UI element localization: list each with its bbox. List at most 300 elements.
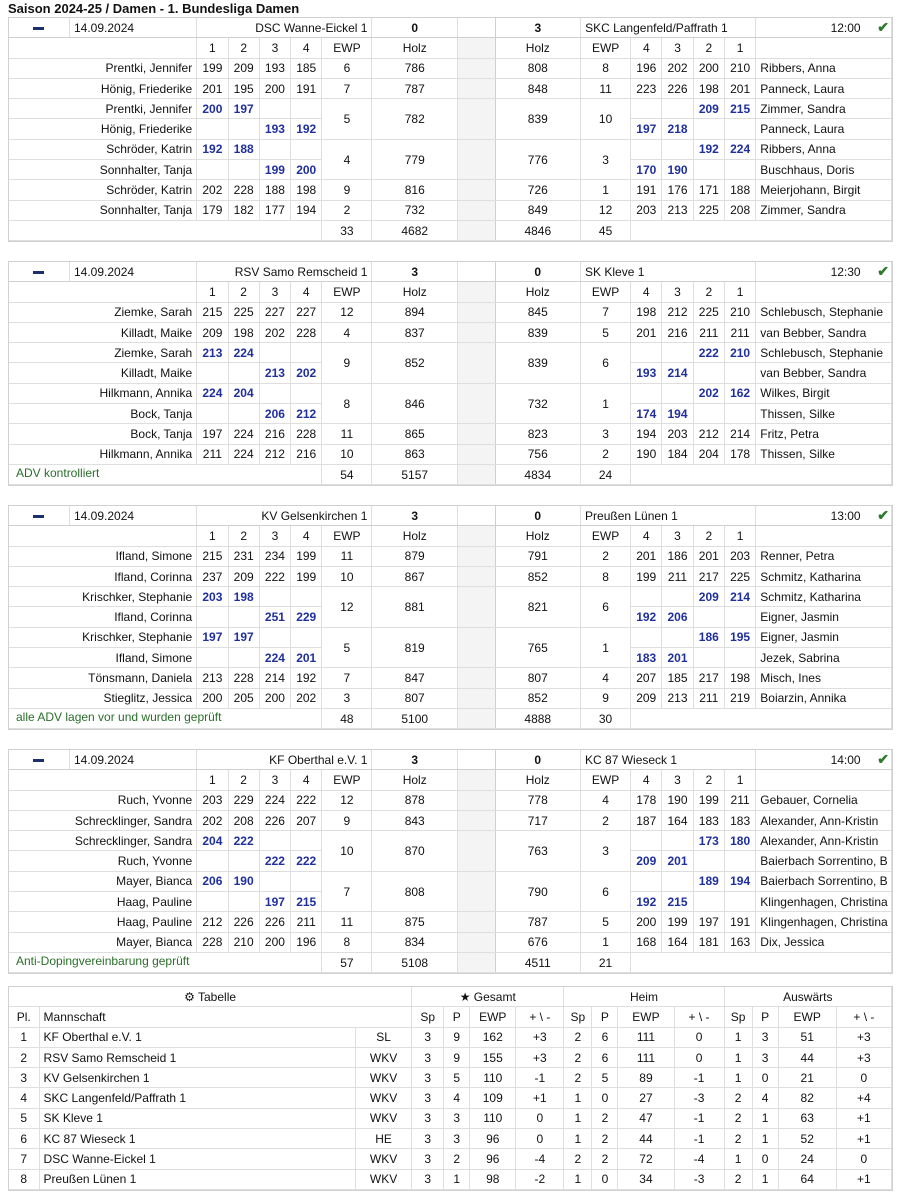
col-label-holz: Holz bbox=[372, 282, 458, 302]
home-lane-score: 192 bbox=[197, 139, 228, 159]
away-player: Schmitz, Katharina bbox=[756, 587, 892, 607]
home-player: Killadt, Maike bbox=[9, 322, 197, 342]
standings-cell: -1 bbox=[516, 1068, 564, 1088]
away-player: Meierjohann, Birgit bbox=[756, 180, 892, 200]
home-player: Stieglitz, Jessica bbox=[9, 688, 197, 708]
away-ewp: 10 bbox=[581, 99, 631, 140]
standings-cell: 51 bbox=[778, 1027, 836, 1047]
col-label-ewp: EWP bbox=[581, 526, 631, 546]
page-title: Saison 2024-25 / Damen - 1. Bundesliga Damen bbox=[8, 1, 300, 16]
away-lane-score: 196 bbox=[631, 58, 662, 78]
standings-cell: 2 bbox=[724, 1129, 752, 1149]
heim-header: Heim bbox=[564, 987, 724, 1007]
away-player: Buschhaus, Doris bbox=[756, 160, 892, 180]
away-lane-score: 209 bbox=[631, 851, 662, 871]
away-lane-score: 184 bbox=[662, 444, 693, 464]
collapse-cell[interactable] bbox=[9, 18, 69, 38]
away-lane-score: 198 bbox=[631, 302, 662, 322]
collapse-cell[interactable] bbox=[9, 506, 69, 526]
home-player: Sonnhalter, Tanja bbox=[9, 160, 197, 180]
standings-cell: 64 bbox=[778, 1169, 836, 1189]
home-ewp: 10 bbox=[322, 444, 372, 464]
standings-cell: 1 bbox=[444, 1169, 470, 1189]
gap bbox=[457, 790, 495, 810]
standings-cell: 6 bbox=[592, 1047, 618, 1067]
home-lane-score: 224 bbox=[259, 648, 290, 668]
empty-cell bbox=[631, 587, 662, 607]
home-total-holz: 5108 bbox=[372, 952, 458, 972]
away-player: Klingenhagen, Christina bbox=[756, 912, 892, 932]
home-lane-score: 215 bbox=[197, 302, 228, 322]
gap bbox=[457, 526, 495, 546]
home-ewp: 11 bbox=[322, 546, 372, 566]
away-ewp: 3 bbox=[581, 139, 631, 180]
col-label-n2: 2 bbox=[693, 282, 724, 302]
col-label-n1: 1 bbox=[724, 770, 755, 790]
home-ewp: 7 bbox=[322, 871, 372, 912]
standings-cell: 0 bbox=[752, 1068, 778, 1088]
standings-cell: 6 bbox=[9, 1129, 39, 1149]
home-lane-score: 224 bbox=[228, 343, 259, 363]
gap bbox=[458, 78, 496, 98]
away-lane-score: 210 bbox=[724, 58, 755, 78]
standings-cell: 3 bbox=[412, 1068, 444, 1088]
standings-cell: 3 bbox=[9, 1068, 39, 1088]
home-player: Haag, Pauline bbox=[9, 892, 197, 912]
standings-cell: 89 bbox=[618, 1068, 674, 1088]
collapse-cell[interactable] bbox=[9, 262, 69, 282]
col-label-n4: 4 bbox=[291, 526, 322, 546]
home-lane-score: 195 bbox=[228, 78, 259, 98]
home-ewp: 3 bbox=[322, 688, 372, 708]
away-lane-score: 201 bbox=[631, 322, 662, 342]
away-lane-score: 173 bbox=[693, 831, 724, 851]
standings-cell: 4 bbox=[444, 1088, 470, 1108]
away-lane-score: 203 bbox=[724, 546, 755, 566]
away-lane-score: 183 bbox=[693, 810, 724, 830]
away-points: 0 bbox=[495, 750, 581, 770]
col-label-n2: 2 bbox=[228, 38, 259, 58]
home-holz: 894 bbox=[372, 302, 458, 322]
empty-cell bbox=[228, 851, 259, 871]
home-total-holz: 5157 bbox=[372, 464, 458, 484]
away-ewp: 8 bbox=[581, 566, 631, 586]
home-lane-score: 201 bbox=[291, 648, 322, 668]
standings-cell: 0 bbox=[836, 1149, 891, 1169]
standings-cell: -2 bbox=[516, 1169, 564, 1189]
home-lane-score: 207 bbox=[291, 810, 322, 830]
standings-col-header: Sp bbox=[412, 1007, 444, 1027]
away-player: Alexander, Ann-Kristin bbox=[756, 831, 892, 851]
home-lane-score: 226 bbox=[259, 912, 290, 932]
table-row bbox=[9, 1108, 892, 1128]
standings-cell: DSC Wanne-Eickel 1 bbox=[39, 1149, 356, 1169]
home-holz: 863 bbox=[372, 444, 458, 464]
col-label-n1: 1 bbox=[197, 526, 228, 546]
standings-cell: 3 bbox=[412, 1047, 444, 1067]
away-lane-score: 190 bbox=[662, 160, 693, 180]
away-lane-score: 190 bbox=[631, 444, 662, 464]
home-ewp: 12 bbox=[322, 302, 372, 322]
home-holz: 852 bbox=[372, 343, 458, 384]
home-holz: 875 bbox=[372, 912, 458, 932]
away-lane-score: 224 bbox=[724, 139, 755, 159]
col-label-n4: 4 bbox=[631, 282, 662, 302]
standings-col-header: + \ - bbox=[516, 1007, 564, 1027]
away-lane-score: 171 bbox=[693, 180, 724, 200]
away-lane-score: 168 bbox=[631, 932, 662, 952]
home-lane-score: 215 bbox=[197, 546, 228, 566]
home-ewp: 5 bbox=[322, 99, 372, 140]
standings-cell: 3 bbox=[412, 1149, 444, 1169]
empty-cell bbox=[291, 139, 322, 159]
table-row bbox=[9, 1149, 892, 1169]
standings-cell: 111 bbox=[618, 1047, 674, 1067]
home-player: Ifland, Corinna bbox=[9, 566, 197, 586]
standings-cell: 110 bbox=[470, 1068, 516, 1088]
away-holz: 848 bbox=[495, 78, 581, 98]
empty-cell bbox=[724, 851, 755, 871]
empty-cell bbox=[197, 851, 228, 871]
minus-icon[interactable] bbox=[33, 271, 44, 274]
home-lane-score: 228 bbox=[228, 180, 259, 200]
away-player: Thissen, Silke bbox=[756, 404, 892, 424]
home-lane-score: 228 bbox=[291, 424, 322, 444]
away-ewp: 6 bbox=[581, 343, 631, 384]
gap bbox=[458, 18, 496, 38]
home-lane-score: 229 bbox=[228, 790, 259, 810]
empty-cell bbox=[724, 363, 755, 383]
home-lane-score: 192 bbox=[291, 668, 322, 688]
away-total-holz: 4888 bbox=[495, 708, 581, 728]
away-lane-score: 186 bbox=[662, 546, 693, 566]
home-holz: 786 bbox=[372, 58, 458, 78]
empty-cell bbox=[631, 139, 662, 159]
gap bbox=[457, 587, 495, 628]
gap bbox=[457, 424, 495, 444]
away-total-ewp: 24 bbox=[581, 464, 631, 484]
col-label-holz: Holz bbox=[495, 38, 581, 58]
away-player: Schlebusch, Stephanie bbox=[756, 343, 892, 363]
standings-col-header: Sp bbox=[724, 1007, 752, 1027]
away-lane-score: 216 bbox=[662, 322, 693, 342]
home-lane-score: 197 bbox=[228, 627, 259, 647]
home-lane-score: 209 bbox=[197, 322, 228, 342]
away-lane-score: 174 bbox=[631, 404, 662, 424]
empty-cell bbox=[259, 627, 290, 647]
standings-col-header: EWP bbox=[470, 1007, 516, 1027]
home-lane-score: 200 bbox=[259, 932, 290, 952]
away-holz: 765 bbox=[495, 627, 581, 668]
away-lane-score: 203 bbox=[631, 200, 662, 220]
match-time: 13:00 bbox=[830, 509, 861, 524]
empty-cell bbox=[259, 343, 290, 363]
home-lane-score: 197 bbox=[228, 99, 259, 119]
home-player: Mayer, Bianca bbox=[9, 932, 197, 952]
standings-cell: 1 bbox=[564, 1088, 592, 1108]
away-player: Panneck, Laura bbox=[756, 78, 892, 98]
match-date: 14.09.2024 bbox=[69, 262, 196, 282]
col-label-n2: 2 bbox=[693, 770, 724, 790]
away-lane-score: 201 bbox=[631, 546, 662, 566]
table-row bbox=[9, 1047, 892, 1067]
gap bbox=[457, 871, 495, 912]
spacer bbox=[631, 220, 892, 240]
home-points: 3 bbox=[372, 506, 458, 526]
match-date: 14.09.2024 bbox=[69, 18, 196, 38]
away-lane-score: 213 bbox=[662, 200, 693, 220]
away-player: Alexander, Ann-Kristin bbox=[756, 810, 892, 830]
empty-cell bbox=[631, 343, 662, 363]
standings-table bbox=[8, 986, 893, 1191]
standings-cell: 3 bbox=[412, 1129, 444, 1149]
minus-icon[interactable] bbox=[33, 27, 44, 30]
away-team: KC 87 Wieseck 1 bbox=[581, 750, 756, 770]
empty-cell bbox=[291, 587, 322, 607]
standings-col-header: Mannschaft bbox=[39, 1007, 412, 1027]
away-ewp: 1 bbox=[581, 627, 631, 668]
home-lane-score: 216 bbox=[291, 444, 322, 464]
standings-cell: Preußen Lünen 1 bbox=[39, 1169, 356, 1189]
col-label-ewp: EWP bbox=[322, 770, 372, 790]
col-label-ewp: EWP bbox=[581, 38, 631, 58]
collapse-cell[interactable] bbox=[9, 750, 69, 770]
standings-cell: -4 bbox=[516, 1149, 564, 1169]
home-player: Mayer, Bianca bbox=[9, 871, 197, 891]
standings-cell: 2 bbox=[564, 1149, 592, 1169]
away-lane-score: 195 bbox=[724, 627, 755, 647]
away-lane-score: 215 bbox=[724, 99, 755, 119]
away-player: Dix, Jessica bbox=[756, 932, 892, 952]
gap bbox=[457, 546, 495, 566]
col-label-holz: Holz bbox=[372, 770, 458, 790]
away-lane-score: 190 bbox=[662, 790, 693, 810]
away-points: 3 bbox=[495, 18, 581, 38]
away-lane-score: 211 bbox=[724, 322, 755, 342]
standings-cell: 1 bbox=[724, 1027, 752, 1047]
standings-cell: +3 bbox=[516, 1047, 564, 1067]
home-player: Schrecklinger, Sandra bbox=[9, 810, 197, 830]
spacer bbox=[756, 282, 892, 302]
standings-col-header: + \ - bbox=[836, 1007, 891, 1027]
col-label-ewp: EWP bbox=[581, 282, 631, 302]
away-ewp: 4 bbox=[581, 668, 631, 688]
home-player: Schröder, Katrin bbox=[9, 139, 197, 159]
empty-cell bbox=[662, 587, 693, 607]
home-ewp: 4 bbox=[322, 139, 372, 180]
empty-cell bbox=[693, 892, 724, 912]
home-lane-score: 185 bbox=[291, 58, 322, 78]
away-player: Schlebusch, Stephanie bbox=[756, 302, 892, 322]
standings-cell: 3 bbox=[412, 1169, 444, 1189]
home-ewp: 7 bbox=[322, 668, 372, 688]
gap bbox=[458, 58, 496, 78]
standings-cell: 110 bbox=[470, 1108, 516, 1128]
home-lane-score: 211 bbox=[197, 444, 228, 464]
standings-col-header: EWP bbox=[778, 1007, 836, 1027]
standings-cell: 0 bbox=[516, 1108, 564, 1128]
gap bbox=[457, 932, 495, 952]
empty-cell bbox=[662, 383, 693, 403]
home-lane-score: 222 bbox=[291, 851, 322, 871]
home-holz: 847 bbox=[372, 668, 458, 688]
match-block bbox=[8, 261, 893, 486]
empty-cell bbox=[724, 607, 755, 627]
home-holz: 837 bbox=[372, 322, 458, 342]
home-lane-score: 212 bbox=[291, 404, 322, 424]
away-lane-score: 194 bbox=[662, 404, 693, 424]
standings-cell: 27 bbox=[618, 1088, 674, 1108]
home-player: Killadt, Maike bbox=[9, 363, 197, 383]
standings-cell: 2 bbox=[564, 1068, 592, 1088]
spacer bbox=[9, 282, 197, 302]
away-lane-score: 199 bbox=[693, 790, 724, 810]
standings-cell: -1 bbox=[674, 1108, 724, 1128]
standings-cell: +1 bbox=[836, 1169, 891, 1189]
empty-cell bbox=[693, 851, 724, 871]
home-ewp: 10 bbox=[322, 566, 372, 586]
away-lane-score: 194 bbox=[724, 871, 755, 891]
standings-cell: SL bbox=[356, 1027, 412, 1047]
gesamt-header bbox=[412, 987, 564, 1007]
home-lane-score: 203 bbox=[197, 790, 228, 810]
gap bbox=[457, 302, 495, 322]
home-total-holz: 4682 bbox=[372, 220, 458, 240]
away-lane-score: 202 bbox=[662, 58, 693, 78]
home-lane-score: 224 bbox=[228, 444, 259, 464]
home-holz: 879 bbox=[372, 546, 458, 566]
check-icon: ✔ bbox=[877, 751, 889, 768]
col-label-holz: Holz bbox=[495, 770, 581, 790]
away-lane-score: 197 bbox=[693, 912, 724, 932]
empty-cell bbox=[228, 607, 259, 627]
away-lane-score: 187 bbox=[631, 810, 662, 830]
gap bbox=[457, 383, 495, 424]
home-lane-score: 200 bbox=[291, 160, 322, 180]
away-player: Eigner, Jasmin bbox=[756, 627, 892, 647]
home-lane-score: 224 bbox=[197, 383, 228, 403]
gesamt-label: Gesamt bbox=[473, 989, 516, 1004]
standings-cell: 44 bbox=[618, 1129, 674, 1149]
col-label-n2: 2 bbox=[228, 526, 259, 546]
empty-cell bbox=[724, 119, 755, 139]
away-lane-score: 215 bbox=[662, 892, 693, 912]
col-label-n3: 3 bbox=[259, 38, 290, 58]
empty-cell bbox=[228, 648, 259, 668]
away-lane-score: 223 bbox=[631, 78, 662, 98]
standings-col-header: Pl. bbox=[9, 1007, 39, 1027]
home-total-ewp: 57 bbox=[322, 952, 372, 972]
home-lane-score: 226 bbox=[228, 912, 259, 932]
empty-cell bbox=[724, 648, 755, 668]
away-lane-score: 170 bbox=[631, 160, 662, 180]
home-holz: 782 bbox=[372, 99, 458, 140]
home-lane-score: 212 bbox=[197, 912, 228, 932]
col-label-n4: 4 bbox=[291, 38, 322, 58]
home-lane-score: 226 bbox=[259, 810, 290, 830]
away-ewp: 3 bbox=[581, 424, 631, 444]
col-label-n3: 3 bbox=[259, 282, 290, 302]
spacer bbox=[756, 526, 892, 546]
away-holz: 839 bbox=[495, 322, 581, 342]
home-lane-score: 213 bbox=[259, 363, 290, 383]
home-lane-score: 193 bbox=[259, 58, 290, 78]
home-lane-score: 179 bbox=[197, 200, 228, 220]
empty-cell bbox=[259, 871, 290, 891]
away-lane-score: 183 bbox=[631, 648, 662, 668]
home-lane-score: 199 bbox=[197, 58, 228, 78]
standings-cell: +1 bbox=[516, 1088, 564, 1108]
away-player: Ribbers, Anna bbox=[756, 139, 892, 159]
gap bbox=[458, 180, 496, 200]
home-lane-score: 194 bbox=[291, 200, 322, 220]
away-lane-score: 185 bbox=[662, 668, 693, 688]
home-lane-score: 199 bbox=[291, 566, 322, 586]
away-total-ewp: 21 bbox=[581, 952, 631, 972]
minus-icon[interactable] bbox=[33, 759, 44, 762]
away-holz: 790 bbox=[495, 871, 581, 912]
home-lane-score: 188 bbox=[259, 180, 290, 200]
standings-cell: 5 bbox=[444, 1068, 470, 1088]
away-lane-score: 192 bbox=[631, 892, 662, 912]
home-lane-score: 224 bbox=[259, 790, 290, 810]
gap bbox=[457, 444, 495, 464]
standings-cell: 0 bbox=[516, 1129, 564, 1149]
standings-cell: 0 bbox=[592, 1088, 618, 1108]
gap bbox=[457, 770, 495, 790]
home-lane-score: 200 bbox=[197, 688, 228, 708]
home-lane-score: 191 bbox=[291, 78, 322, 98]
home-holz: 819 bbox=[372, 627, 458, 668]
empty-cell bbox=[197, 648, 228, 668]
away-holz: 839 bbox=[495, 99, 581, 140]
col-label-n1: 1 bbox=[197, 38, 228, 58]
standings-cell: 1 bbox=[752, 1129, 778, 1149]
away-lane-score: 217 bbox=[693, 668, 724, 688]
home-lane-score: 209 bbox=[228, 566, 259, 586]
home-lane-score: 201 bbox=[197, 78, 228, 98]
col-label-n2: 2 bbox=[228, 282, 259, 302]
away-lane-score: 208 bbox=[724, 200, 755, 220]
col-label-n1: 1 bbox=[724, 38, 755, 58]
away-player: Fritz, Petra bbox=[756, 424, 892, 444]
home-player: Hilkmann, Annika bbox=[9, 444, 197, 464]
away-lane-score: 209 bbox=[693, 587, 724, 607]
standings-cell: 3 bbox=[752, 1047, 778, 1067]
time-check-cell bbox=[756, 506, 892, 526]
home-ewp: 12 bbox=[322, 790, 372, 810]
standings-cell: 2 bbox=[564, 1027, 592, 1047]
home-ewp: 8 bbox=[322, 383, 372, 424]
away-points: 0 bbox=[495, 506, 581, 526]
away-holz: 726 bbox=[495, 180, 581, 200]
home-lane-score: 216 bbox=[259, 424, 290, 444]
empty-cell bbox=[197, 119, 228, 139]
away-lane-score: 203 bbox=[662, 424, 693, 444]
home-ewp: 5 bbox=[322, 627, 372, 668]
away-holz: 763 bbox=[495, 831, 581, 872]
minus-icon[interactable] bbox=[33, 515, 44, 518]
col-label-holz: Holz bbox=[372, 38, 458, 58]
standings-cell: 21 bbox=[778, 1068, 836, 1088]
gap bbox=[457, 566, 495, 586]
home-lane-score: 198 bbox=[291, 180, 322, 200]
away-team: SKC Langenfeld/Paffrath 1 bbox=[581, 18, 756, 38]
empty-cell bbox=[291, 383, 322, 403]
away-lane-score: 193 bbox=[631, 363, 662, 383]
away-lane-score: 201 bbox=[693, 546, 724, 566]
standings-cell: WKV bbox=[356, 1088, 412, 1108]
